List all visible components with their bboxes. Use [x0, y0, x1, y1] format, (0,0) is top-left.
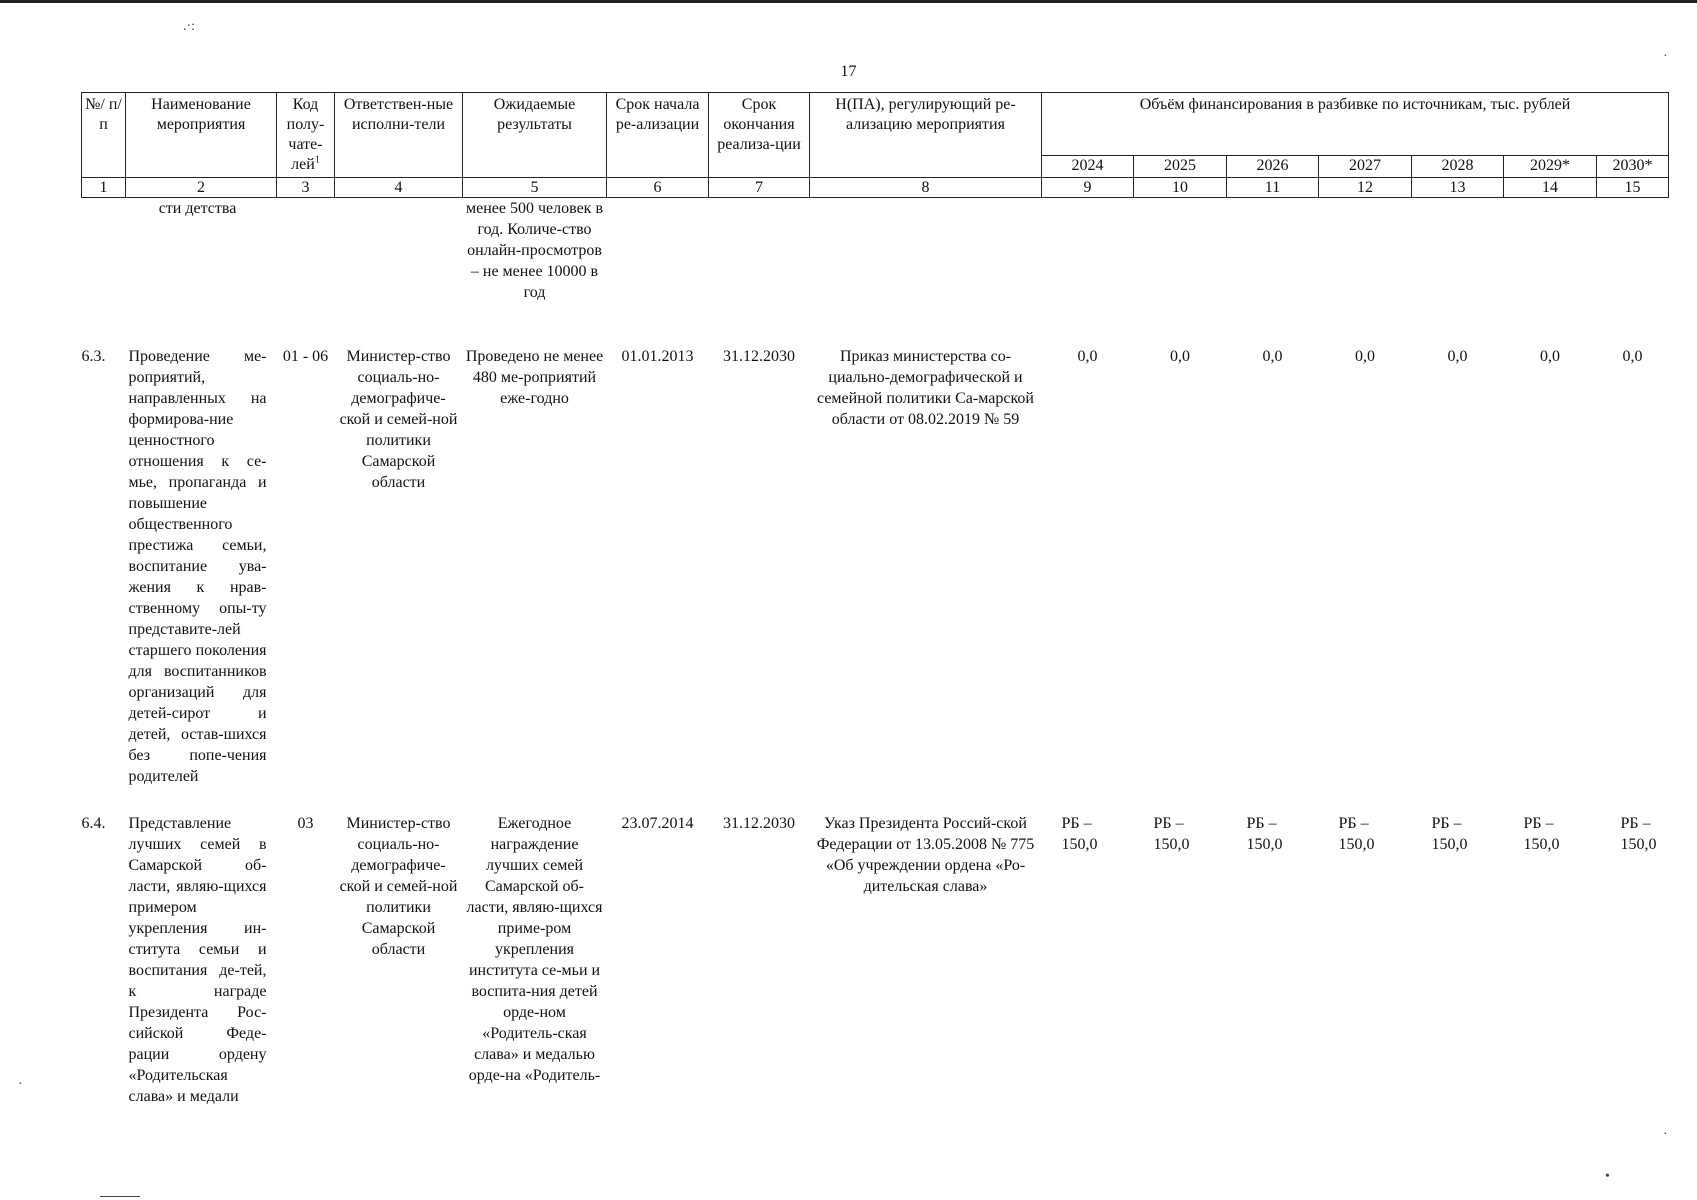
header-number: №/ п/п	[82, 93, 126, 178]
header-activity-name: Наименование мероприятия	[126, 93, 277, 178]
scan-speck: ·	[1663, 49, 1668, 64]
financing-2026: РБ – 150,0	[1246, 814, 1283, 853]
table-row	[82, 346, 1669, 813]
financing-2027: 0,0	[1355, 347, 1375, 365]
financing-2028: 0,0	[1447, 347, 1468, 365]
header-year: 2025	[1134, 156, 1227, 178]
executor: Министер-ство социаль-но-демографиче-ской и семей-ной политики Самарской области	[339, 347, 458, 491]
header-year: 2027	[1319, 156, 1412, 178]
end-date: 31.12.2030	[723, 814, 795, 832]
column-number: 7	[709, 178, 810, 198]
financing-2024: РБ – 150,0	[1061, 814, 1098, 853]
top-border-line	[0, 0, 1697, 3]
scan-speck: •	[1605, 1169, 1610, 1184]
column-number: 5	[463, 178, 607, 198]
scan-speck: ·	[18, 1077, 23, 1092]
column-number: 1	[82, 178, 126, 198]
column-number: 9	[1042, 178, 1134, 198]
column-number: 13	[1412, 178, 1504, 198]
financing-2025: 0,0	[1170, 347, 1190, 365]
financing-2030: РБ – 150,0	[1620, 814, 1657, 853]
scan-speck: .·:	[183, 19, 196, 34]
expected-results: Ежегодное награждение лучших семей Самарской об-ласти, являю-щихся приме-ром укрепления института се-мьи и воспита-ния детей орде-ном «Родитель-ская слава» и медалью орде-на «Родитель-	[466, 814, 603, 1084]
financing-2030: 0,0	[1622, 347, 1643, 365]
column-number: 6	[607, 178, 709, 198]
column-number: 3	[277, 178, 335, 198]
header-regulation: Н(ПА), регулирующий ре-ализацию мероприятия	[810, 93, 1042, 178]
header-year: 2028	[1412, 156, 1504, 178]
header-start-date: Срок начала ре-ализации	[607, 93, 709, 178]
end-date: 31.12.2030	[723, 347, 795, 365]
expected-results: Проведено не менее 480 ме-роприятий еже-годно	[465, 347, 604, 407]
header-year: 2026	[1227, 156, 1319, 178]
regulation: Приказ министерства со-циально-демографической и семейной политики Са-марской области от 08.02.2019 № 59	[817, 347, 1034, 428]
column-number: 4	[335, 178, 463, 198]
table-row-continuation	[82, 198, 1669, 346]
header-recipient-code: Код полу-чате-лей$^1$	[277, 93, 335, 178]
activities-table	[81, 92, 1669, 1107]
recipient-code: 01 - 06	[282, 347, 329, 365]
financing-2027: РБ – 150,0	[1338, 814, 1375, 853]
page-number: 17	[840, 63, 857, 80]
financing-2029: 0,0	[1540, 347, 1560, 365]
header-year: 2030*	[1597, 156, 1669, 178]
header-year: 2024	[1042, 156, 1134, 178]
financing-2028: РБ – 150,0	[1431, 814, 1468, 853]
scan-speck: ·	[1663, 1127, 1668, 1142]
start-date: 01.01.2013	[621, 347, 694, 365]
row-number: 6.4.	[81, 814, 106, 832]
header-executors: Ответствен-ные исполни-тели	[335, 93, 463, 178]
column-number: 14	[1504, 178, 1597, 198]
executor: Министер-ство социаль-но-демографиче-ской и семей-ной политики Самарской области	[339, 814, 458, 958]
column-number: 15	[1597, 178, 1669, 198]
column-number: 10	[1134, 178, 1227, 198]
activity-name: Проведение ме-роприятий, направленных на формирова-ние ценностного отношения к се-мье, пропаганда и повышение общественного престижа семьи, воспитание ува-жения к нрав-ственному опы-ту представите-лей старшего поколения для воспитанников организаций для детей-сирот и детей, остав-шихся без попе-чения родителей	[128, 347, 267, 785]
footer-mark	[100, 1196, 140, 1197]
financing-2024: 0,0	[1077, 347, 1098, 365]
financing-2025: РБ – 150,0	[1153, 814, 1190, 853]
column-number: 8	[810, 178, 1042, 198]
header-financing: Объём финансирования в разбивке по источникам, тыс. рублей	[1042, 93, 1669, 156]
header-end-date: Срок окончания реализа-ции	[709, 93, 810, 178]
header-expected-results: Ожидаемые результаты	[463, 93, 607, 178]
header-year: 2029*	[1504, 156, 1597, 178]
financing-2026: 0,0	[1262, 347, 1283, 365]
recipient-code: 03	[297, 814, 314, 832]
start-date: 23.07.2014	[621, 814, 694, 832]
column-number: 12	[1319, 178, 1412, 198]
financing-2029: РБ – 150,0	[1523, 814, 1560, 853]
table-row	[82, 813, 1669, 1107]
column-number: 2	[126, 178, 277, 198]
row-number: 6.3.	[81, 347, 106, 365]
activity-name: Представление лучших семей в Самарской об-ласти, являю-щихся примером укрепления ин-ститута семьи и воспитания де-тей, к награде Президента Рос-сийской Феде-рации ордену «Родительская слава» и медали	[128, 814, 267, 1105]
column-number: 11	[1227, 178, 1319, 198]
activity-name-continued: сти детства	[158, 200, 237, 217]
regulation: Указ Президента Россий-ской Федерации от 13.05.2008 № 775 «Об учреждении ордена «Ро-дительская слава»	[816, 814, 1035, 895]
expected-results-continued: менее 500 человек в год. Количе-ство онлайн-просмотров – не менее 10000 в год	[465, 200, 603, 301]
